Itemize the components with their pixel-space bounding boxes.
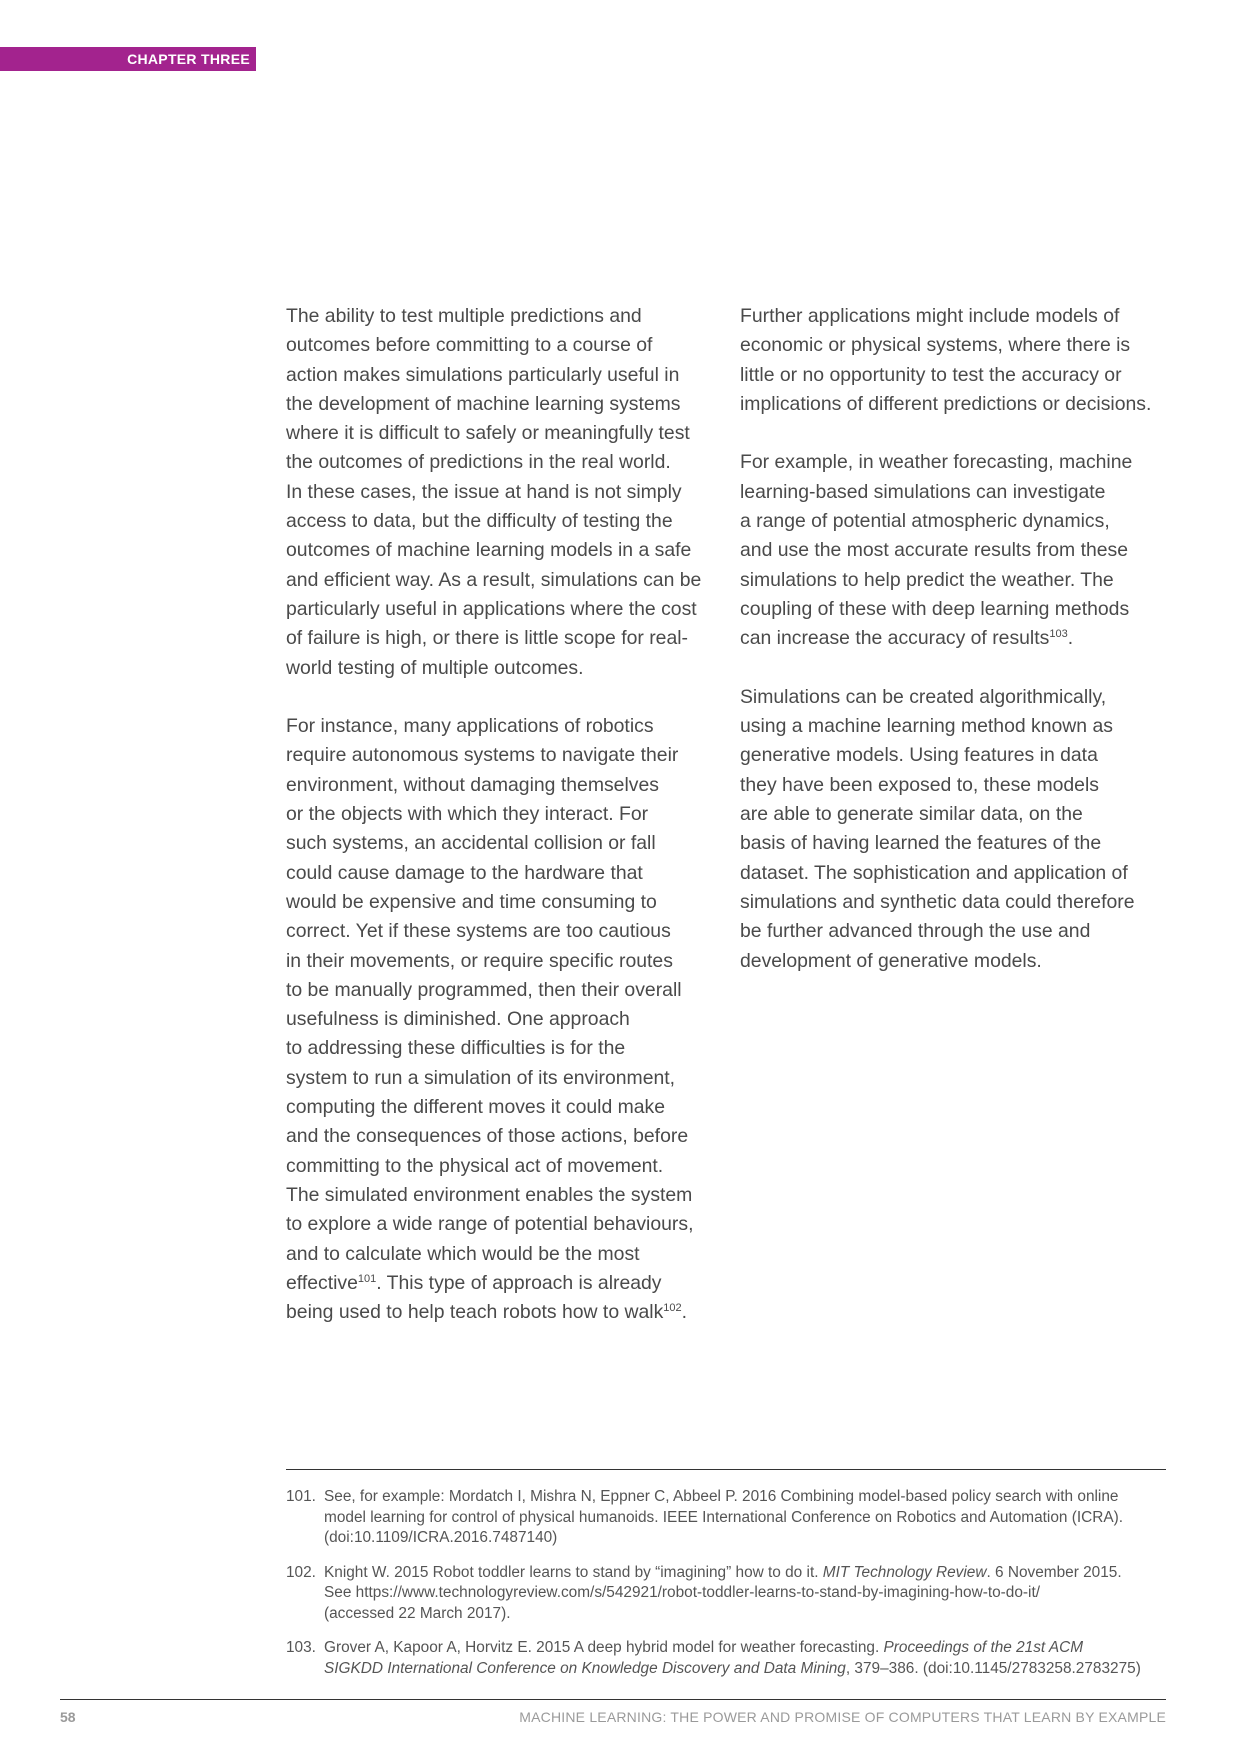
text-line: the development of machine learning systems bbox=[286, 392, 681, 415]
text-line: committing to the physical act of movement. bbox=[286, 1154, 664, 1177]
footnote-divider bbox=[286, 1469, 1166, 1470]
text-fragment: can increase the accuracy of results bbox=[740, 627, 1050, 650]
text-line: of failure is high, or there is little scope for real- bbox=[286, 627, 688, 650]
text-line: would be expensive and time consuming to bbox=[286, 890, 657, 913]
footnote-number: 101. bbox=[286, 1488, 316, 1505]
footnote-line bbox=[324, 1638, 1186, 1659]
text-line: little or no opportunity to test the accuracy or bbox=[740, 363, 1122, 386]
paragraph bbox=[740, 448, 1172, 653]
text-line: they have been exposed to, these models bbox=[740, 773, 1099, 796]
text-line: outcomes before committing to a course of bbox=[286, 334, 653, 357]
footer-divider bbox=[60, 1699, 1166, 1700]
footnotes bbox=[286, 1487, 1186, 1693]
text-line: such systems, an accidental collision or fall bbox=[286, 832, 656, 855]
footnote-line: (doi:10.1109/ICRA.2016.7487140) bbox=[324, 1529, 558, 1546]
text-fragment: . This type of approach is already bbox=[376, 1271, 662, 1294]
footnote-102 bbox=[286, 1563, 1186, 1625]
text-line: For example, in weather forecasting, machine bbox=[740, 451, 1133, 474]
text-line: implications of different predictions or decisions. bbox=[740, 392, 1152, 415]
right-column bbox=[740, 302, 1172, 1005]
text-line: action makes simulations particularly useful in bbox=[286, 363, 680, 386]
text-line: dataset. The sophistication and application of bbox=[740, 861, 1128, 884]
text-fragment: . bbox=[1067, 627, 1074, 650]
text-fragment: Knight W. 2015 Robot toddler learns to stand by “imagining” how to do it. bbox=[324, 1563, 823, 1581]
text-line: simulations and synthetic data could therefore bbox=[740, 890, 1135, 913]
text-line: require autonomous systems to navigate their bbox=[286, 744, 679, 767]
footnote-ref-103[interactable]: 103 bbox=[1049, 628, 1068, 641]
text-line: to be manually programmed, then their overall bbox=[286, 978, 682, 1001]
paragraph bbox=[286, 712, 718, 1327]
footnote-line: model learning for control of physical humanoids. IEEE International Conference on Robotics and Automation (ICRA). bbox=[324, 1508, 1124, 1526]
footnote-line bbox=[324, 1659, 1186, 1680]
proceedings-title: SIGKDD International Conference on Knowledge Discovery and Data Mining bbox=[324, 1659, 846, 1677]
footnote-number: 103. bbox=[286, 1639, 316, 1656]
running-title: MACHINE LEARNING: THE POWER AND PROMISE OF COMPUTERS THAT LEARN BY EXAMPLE bbox=[519, 1709, 1166, 1725]
text-fragment: , 379–386. (doi:10.1145/2783258.2783275) bbox=[845, 1659, 1141, 1677]
text-line: and to calculate which would be the most bbox=[286, 1242, 640, 1265]
text-line: particularly useful in applications where the cost bbox=[286, 597, 697, 620]
text-line: computing the different moves it could make bbox=[286, 1096, 666, 1119]
text-line: usefulness is diminished. One approach bbox=[286, 1008, 630, 1031]
text-line: development of generative models. bbox=[740, 949, 1042, 972]
text-line: In these cases, the issue at hand is not simply bbox=[286, 480, 682, 503]
text-line: Simulations can be created algorithmically, bbox=[740, 685, 1107, 708]
text-line: a range of potential atmospheric dynamics, bbox=[740, 510, 1110, 533]
text-line: to explore a wide range of potential behaviours, bbox=[286, 1213, 694, 1236]
chapter-label: CHAPTER THREE bbox=[0, 47, 256, 71]
text-line: learning-based simulations can investigate bbox=[740, 480, 1106, 503]
text-line: The ability to test multiple predictions and bbox=[286, 305, 642, 327]
text-fragment: . 6 November 2015. bbox=[986, 1563, 1122, 1581]
footnote-103 bbox=[286, 1638, 1186, 1679]
footnote-line: See, for example: Mordatch I, Mishra N, Eppner C, Abbeel P. 2016 Combining model-based policy search with online bbox=[324, 1488, 1119, 1505]
text-line: Further applications might include models of bbox=[740, 305, 1120, 327]
text-fragment: being used to help teach robots how to walk bbox=[286, 1301, 664, 1324]
paragraph bbox=[740, 302, 1172, 419]
text-line: and use the most accurate results from these bbox=[740, 539, 1129, 562]
footnote-number: 102. bbox=[286, 1563, 316, 1581]
text-line: simulations to help predict the weather. The bbox=[740, 568, 1114, 591]
text-line: in their movements, or require specific routes bbox=[286, 949, 673, 972]
text-line: the outcomes of predictions in the real world. bbox=[286, 451, 671, 474]
footnote-ref-102[interactable]: 102 bbox=[663, 1302, 682, 1315]
text-fragment: . bbox=[681, 1301, 688, 1324]
text-line: For instance, many applications of robotics bbox=[286, 715, 654, 738]
text-line: are able to generate similar data, on the bbox=[740, 803, 1083, 826]
footnote-ref-101[interactable]: 101 bbox=[357, 1272, 377, 1285]
text-line: basis of having learned the features of the bbox=[740, 832, 1102, 855]
text-line bbox=[286, 1298, 718, 1327]
text-line bbox=[286, 1269, 718, 1298]
text-line: outcomes of machine learning models in a safe bbox=[286, 539, 692, 562]
footnote-link[interactable]: See https://www.technologyreview.com/s/542921/robot-toddler-learns-to-stand-by-imagining-how-to-do-it/ bbox=[324, 1584, 1041, 1601]
text-line: to addressing these difficulties is for the bbox=[286, 1037, 626, 1060]
footnote-line bbox=[324, 1563, 1186, 1584]
text-line: The simulated environment enables the system bbox=[286, 1183, 693, 1206]
text-line: or the objects with which they interact. For bbox=[286, 803, 649, 826]
text-line: where it is difficult to safely or meaningfully test bbox=[286, 422, 690, 445]
page-number: 58 bbox=[60, 1709, 76, 1725]
text-fragment: Grover A, Kapoor A, Horvitz E. 2015 A deep hybrid model for weather forecasting. bbox=[324, 1639, 884, 1656]
text-line: environment, without damaging themselves bbox=[286, 773, 659, 796]
proceedings-title: Proceedings of the 21st ACM bbox=[883, 1639, 1084, 1656]
text-line: access to data, but the difficulty of testing the bbox=[286, 510, 673, 533]
text-line: correct. Yet if these systems are too cautious bbox=[286, 920, 671, 943]
left-column bbox=[286, 302, 718, 1357]
paragraph bbox=[740, 683, 1172, 976]
text-line: generative models. Using features in data bbox=[740, 744, 1098, 767]
text-line: and the consequences of those actions, before bbox=[286, 1125, 689, 1148]
footnote-line: (accessed 22 March 2017). bbox=[324, 1604, 511, 1622]
paragraph bbox=[286, 302, 718, 683]
text-line: world testing of multiple outcomes. bbox=[286, 656, 584, 679]
text-fragment: effective bbox=[286, 1271, 358, 1294]
journal-title: MIT Technology Review bbox=[822, 1563, 987, 1581]
text-line: and efficient way. As a result, simulations can be bbox=[286, 568, 702, 591]
text-line: could cause damage to the hardware that bbox=[286, 861, 643, 884]
text-line: system to run a simulation of its environment, bbox=[286, 1066, 676, 1089]
footnote-101 bbox=[286, 1487, 1186, 1549]
text-line bbox=[740, 624, 1172, 653]
text-line: economic or physical systems, where there is bbox=[740, 334, 1131, 357]
text-line: using a machine learning method known as bbox=[740, 715, 1113, 738]
text-line: be further advanced through the use and bbox=[740, 920, 1091, 943]
text-line: coupling of these with deep learning methods bbox=[740, 597, 1130, 620]
